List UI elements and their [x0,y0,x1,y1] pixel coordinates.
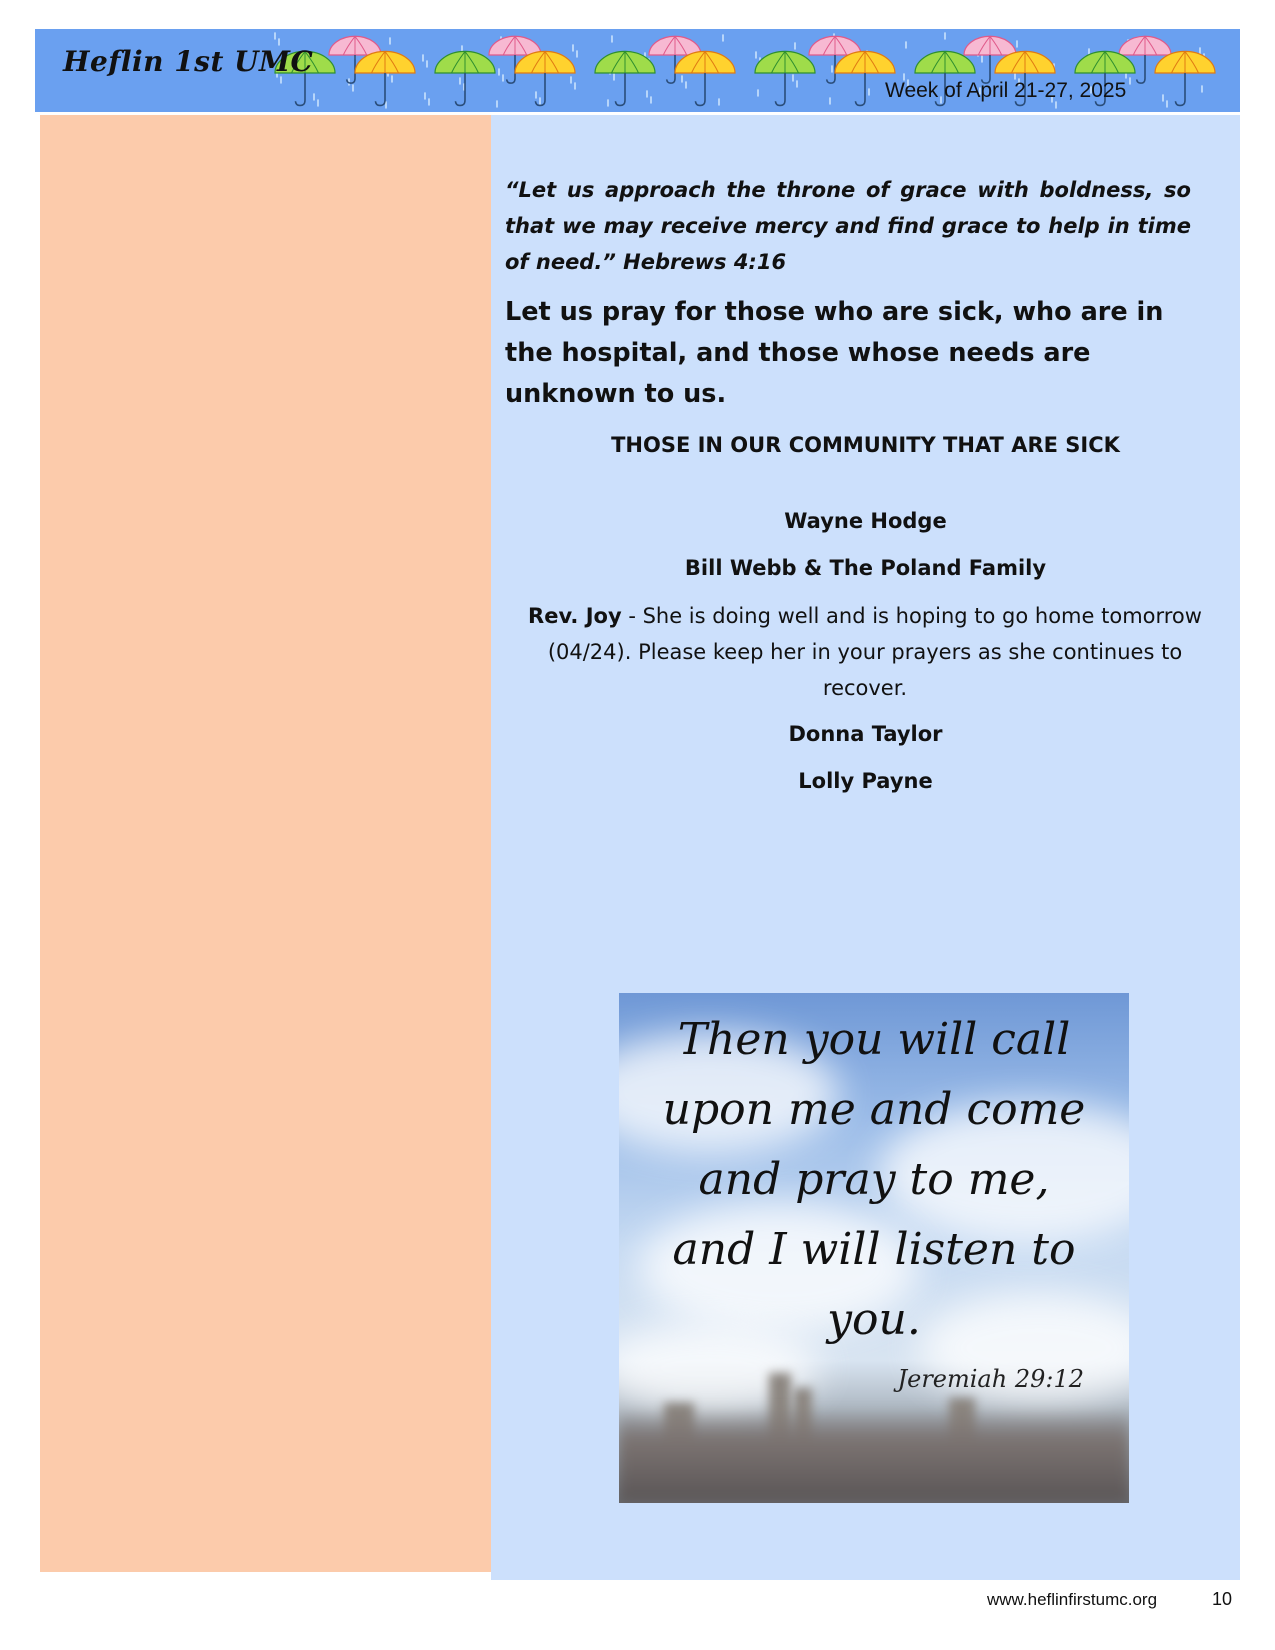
footer-website-link[interactable]: www.heflinfirstumc.org [987,1590,1158,1609]
prayer-panel [491,115,1240,1580]
green-umbrella-icon [435,51,495,105]
yellow-umbrella-icon [515,51,575,105]
rev-joy-name: Rev. Joy [528,604,622,628]
jeremiah-quote: Then you will call upon me and come and pray to me, and I will listen to you. [662,1014,1086,1345]
scripture-image [619,993,1129,1503]
sick-name: Donna Taylor [788,722,943,746]
church-name: Heflin 1st UMC [63,45,314,78]
sick-name: Bill Webb & The Poland Family [684,556,1047,580]
green-umbrella-icon [595,51,655,105]
sick-name: Lolly Payne [798,769,933,793]
yellow-umbrella-icon [675,51,735,105]
week-label: Week of April 21-27, 2025 [885,79,1127,102]
rev-joy-update [515,598,1215,706]
sick-name: Wayne Hodge [784,509,947,533]
green-umbrella-icon [755,51,815,105]
yellow-umbrella-icon [1155,51,1215,105]
page-number: 10 [1212,1589,1233,1609]
prayer-heading: Let us pray for those who are sick, who are in the hospital, and those whose needs are unknown to us. [505,297,1164,409]
page-header [35,29,1240,112]
yellow-umbrella-icon [355,51,415,105]
hebrews-verse: “Let us approach the throne of grace with boldness, so that we may receive mercy and find grace to help in time of need.” Hebrews 4:16 [505,178,1191,274]
rev-joy-note: - She is doing well and is hoping to go home tomorrow (04/24). Please keep her in your prayers as she continues to recover. [547,604,1202,700]
sick-list-heading: THOSE IN OUR COMMUNITY THAT ARE SICK [611,433,1120,457]
jeremiah-reference: Jeremiah 29:12 [897,1365,1084,1393]
left-sidebar-panel [40,115,491,1572]
